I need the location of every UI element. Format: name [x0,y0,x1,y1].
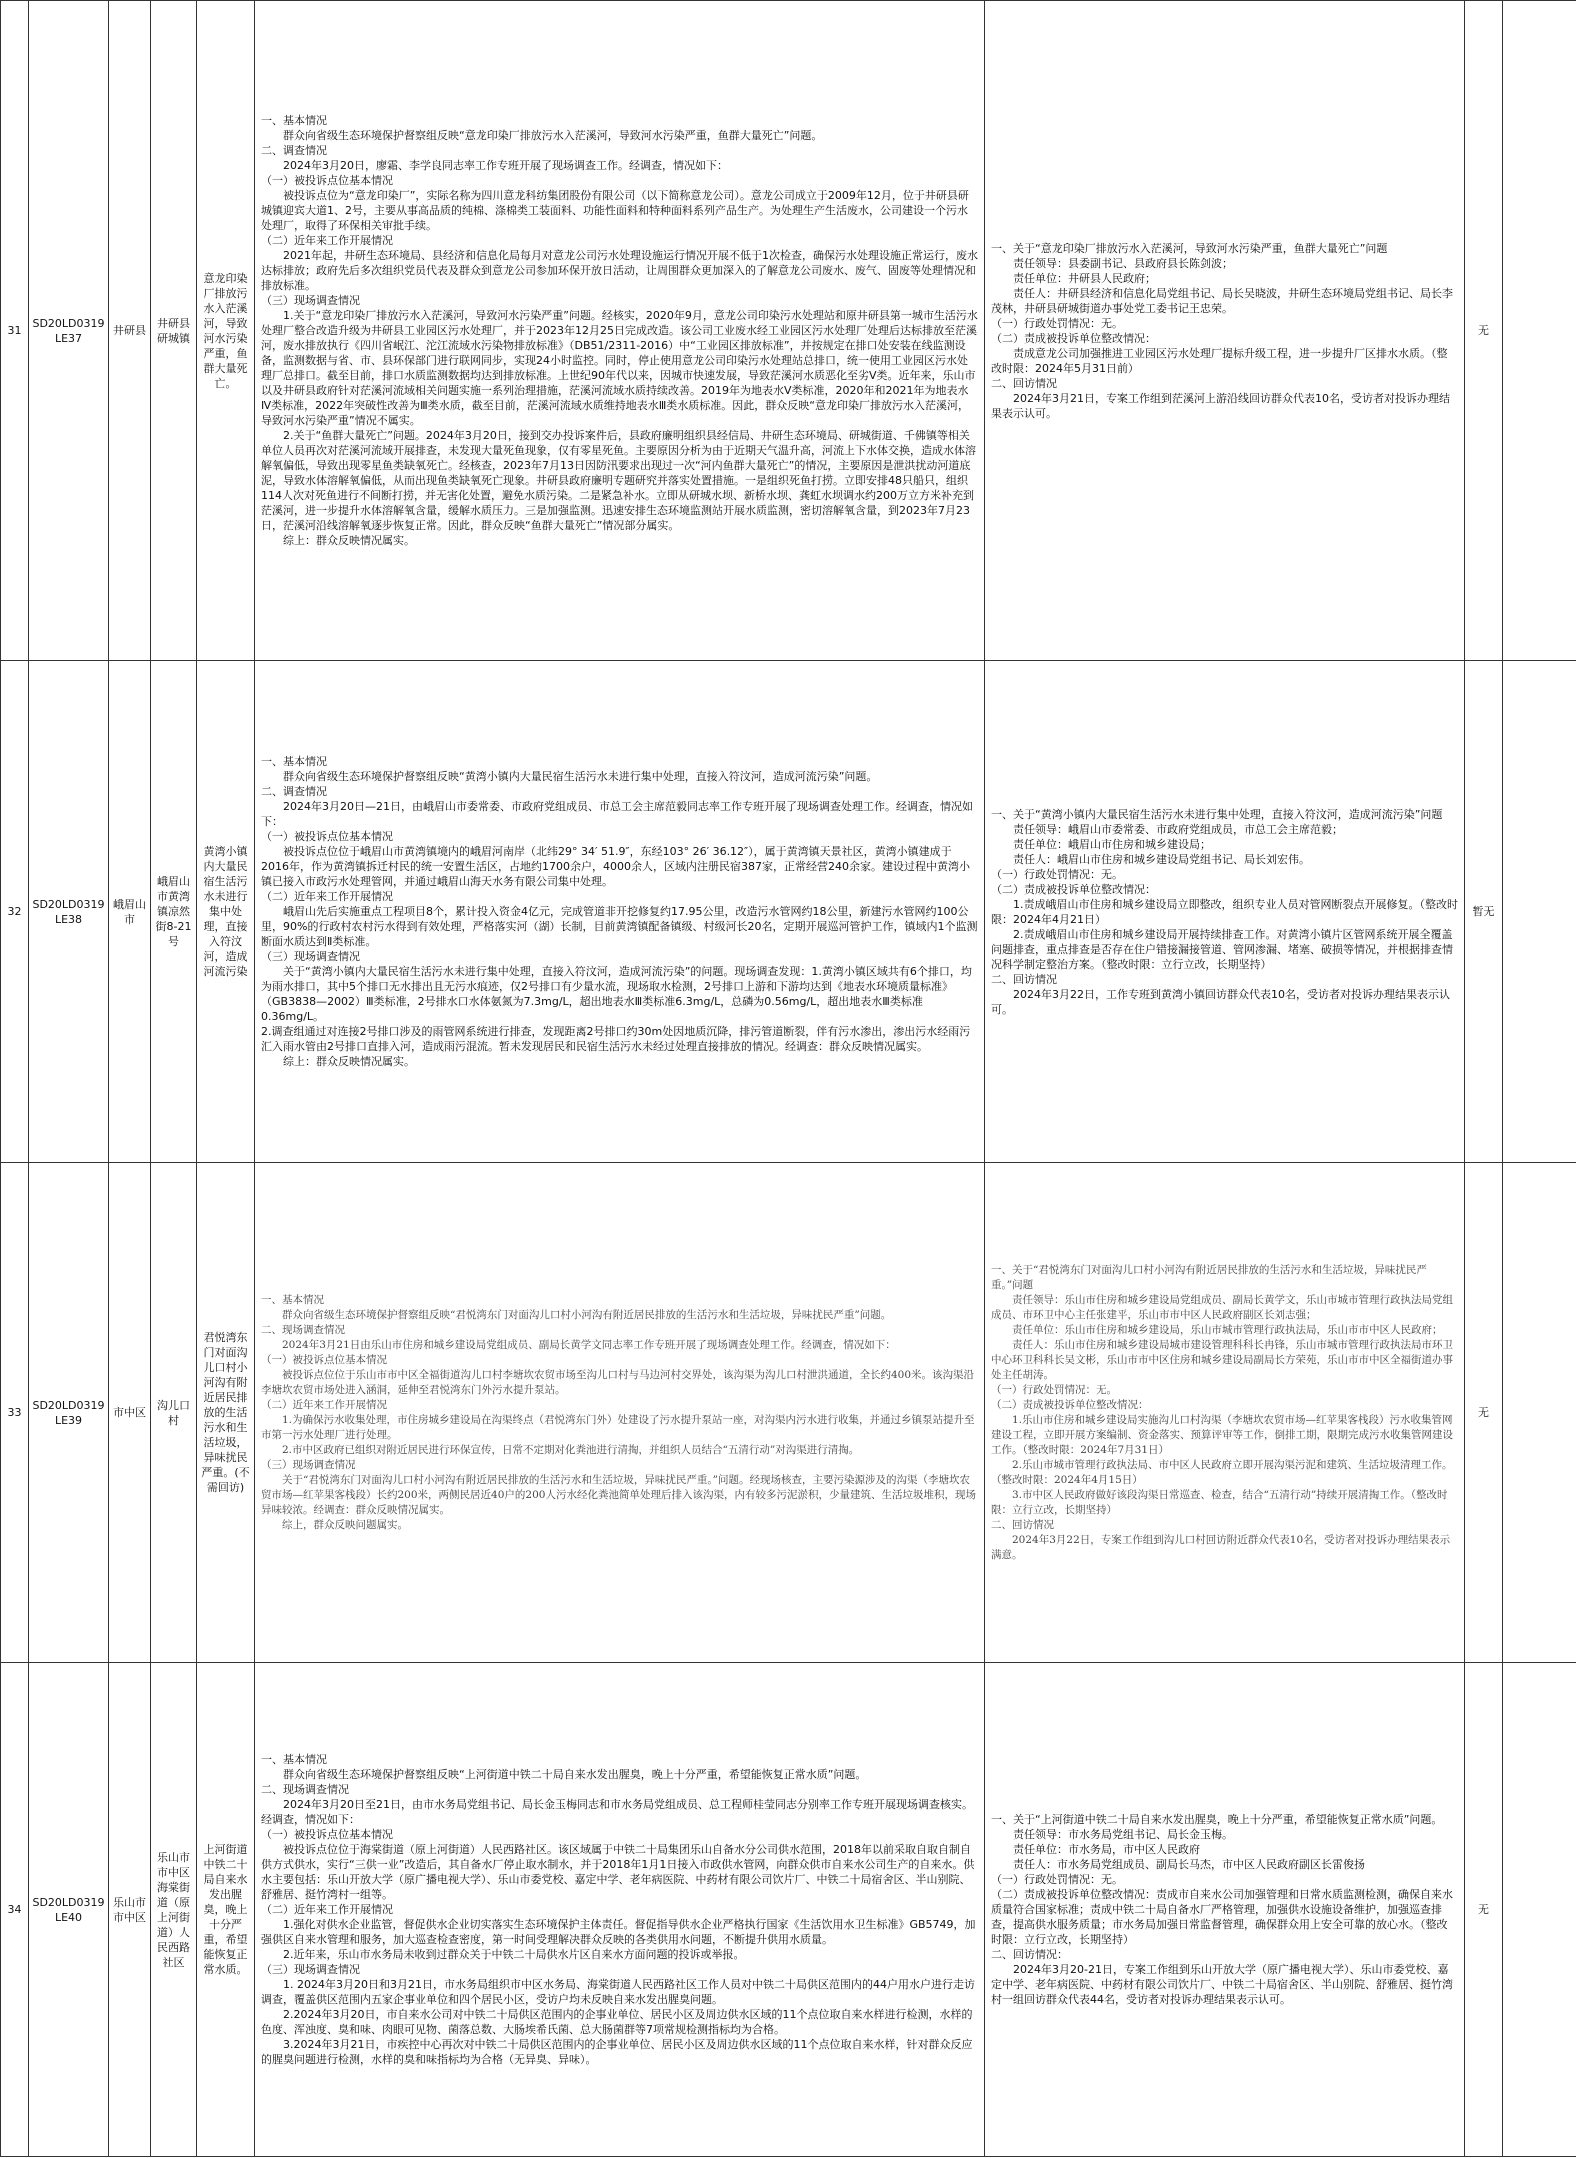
detail-paragraph: 二、调查情况 [261,785,327,798]
table-row [1,661,1576,1163]
detail-paragraph: （一）被投诉点位基本情况 [261,830,393,843]
resp-paragraph: 一、关于“上河街道中铁二十局自来水发出腥臭，晚上十分严重，希望能恢复正常水质”问题。 [991,1813,1443,1826]
case-code: SD20LD0319LE37 [29,1,109,661]
detail-paragraph: （一）被投诉点位基本情况 [261,1828,393,1841]
resp-paragraph: 责任领导：乐山市住房和城乡建设局党组成员、副局长黄学文，乐山市城市管理行政执法局党组成员、市环卫中心主任张建平，乐山市市中区人民政府副区长刘志强； [991,1293,1453,1321]
remarks-cell [1503,1663,1576,2157]
resp-paragraph: 二、回访情况 [991,1518,1054,1531]
resp-paragraph: 责任领导：峨眉山市委常委、市政府党组成员，市总工会主席范毅； [991,822,1343,836]
detail-paragraph: 关于“君悦湾东门对面沟儿口村小河沟有附近居民排放的生活污水和生活垃圾，异味扰民严重。”问题。经现场核查，主要污染源涉及的沟渠（李塘坎农贸市场—红苹果客栈段）长约200米，两侧民居近40户的200人污水经化粪池简单处理后排入该沟渠，内有较多污泥淤积，少量建筑、生活垃圾堆积，现场异味较浓。经调查：群众反映情况属实。 [261,1473,976,1516]
detail-paragraph: 2024年3月21日由乐山市住房和城乡建设局党组成员、副局长黄学文同志率工作专班开展了现场调查处理工作。经调查，情况如下： [261,1338,896,1351]
detail-paragraph: （二）近年来工作开展情况 [261,234,393,247]
detail-paragraph: 被投诉点位位于乐山市市中区全福街道沟儿口村李塘坎农贸市场至沟儿口村与马边河村交界处，该沟渠为沟儿口村泄洪通道，全长约400米。该沟渠沿李塘坎农贸市场处进入涵洞，延伸至君悦湾东门外污水提升泵站。 [261,1368,975,1396]
complaint-summary: 上河街道中铁二十局自来水发出腥臭，晚上十分严重，希望能恢复正常水质。 [197,1663,255,2157]
detail-paragraph: 1.为确保污水收集处理，市住房城乡建设局在沟渠终点（君悦湾东门外）处建设了污水提升泵站一座，对沟渠内污水进行收集，并通过乡镇泵站提升至市第一污水处理厂进行处理。 [261,1413,975,1441]
detail-paragraph: 群众向省级生态环境保护督察组反映“上河街道中铁二十局自来水发出腥臭，晚上十分严重，希望能恢复正常水质”问题。 [261,1768,867,1781]
investigation-detail [255,1163,985,1663]
resp-paragraph: 责任领导：市水务局党组书记、局长金玉梅。 [991,1828,1233,1841]
resp-paragraph: （一）行政处罚情况：无。 [991,1873,1123,1886]
detail-paragraph: 二、调查情况 [261,144,327,157]
detail-paragraph: （三）现场调查情况 [261,1458,356,1471]
resp-paragraph: 责任人：井研县经济和信息化局党组书记、局长吴晓波，井研生态环境局党组书记、局长李茂林，井研县研城街道办事处党工委书记王忠荣。 [991,286,1453,315]
resp-paragraph: 2.乐山市城市管理行政执法局、市中区人民政府立即开展沟渠污泥和建筑、生活垃圾清理工作。（整改时限：2024年4月15日） [991,1458,1453,1486]
detail-paragraph: （二）近年来工作开展情况 [261,890,393,903]
town-location: 井研县研城镇 [151,1,197,661]
detail-paragraph: 2024年3月20日—21日，由峨眉山市委常委、市政府党组成员、市总工会主席范毅同志率工作专班开展了现场调查处理工作。经调查，情况如下： [261,800,973,828]
responsibility-detail [985,1663,1465,2157]
detail-paragraph: 2.2024年3月20日，市自来水公司对中铁二十局供区范围内的企事业单位、居民小区及周边供水区域的11个点位取自来水样进行检测，水样的色度、浑浊度、臭和味、肉眼可见物、菌落总数、大肠埃希氏菌、总大肠菌群等7项常规检测指标均为合格。 [261,2008,973,2036]
city-district: 市中区 [109,1163,151,1663]
detail-paragraph: （一）被投诉点位基本情况 [261,174,393,187]
case-code: SD20LD0319LE38 [29,661,109,1163]
detail-paragraph: （三）现场调查情况 [261,1963,360,1976]
town-location: 沟儿口村 [151,1163,197,1663]
detail-paragraph: 1.强化对供水企业监管，督促供水企业切实落实生态环境保护主体责任。督促指导供水企业严格执行国家《生活饮用水卫生标准》GB5749，加强供区自来水管理和服务，加大巡查检查密度，第一时间受理解决群众反映的各类供用水问题，不断提升供用水质量。 [261,1918,976,1946]
detail-paragraph: 关于“黄湾小镇内大量民宿生活污水未进行集中处理，直接入符汶河，造成河流污染”的问题。现场调查发现：1.黄湾小镇区域共有6个排口，均为雨水排口，其中5个排口无水排出且无污水痕迹，仅2号排口有少量水流，现场取水检测，2号排口上游和下游均达到《地表水环境质量标准》（GB3838—2002）Ⅲ类标准，2号排水口水体氨氮为7.3mg/L，超出地表水Ⅲ类标准6.3mg/L，总磷为0.56mg/L，超出地表水Ⅲ类标准0.36mg/L。 [261,965,972,1023]
resp-paragraph: 二、回访情况： [991,1948,1068,1961]
detail-paragraph: 一、基本情况 [261,1753,327,1766]
remarks-cell [1503,1,1576,661]
detail-paragraph: 1.关于“意龙印染厂排放污水入茫溪河，导致河水污染严重”问题。经核实，2020年9月，意龙公司印染污水处理站和原井研县第一城市生活污水处理厂整合改造升级为井研县工业园区污水处理厂，并于2023年12月25日完成改造。该公司工业废水经工业园区污水处理厂处理后达标排放至茫溪河，废水排放执行《四川省岷江、沱江流域水污染物排放标准》（DB51/2311-2016）中“工业园区排放标准”，并按规定在排口处安装在线监测设备，监测数据与省、市、县环保部门进行联网同步，实现24小时监控。同时，停止使用意龙公司印染污水处理站总排口，统一使用工业园区污水处理厂总排口。截至目前，排口水质监测数据均达到排放标准。上世纪90年代以来，因城市快速发展，导致茫溪河水质恶化至劣Ⅴ类。近年来，乐山市以及井研县政府针对茫溪河流域相关问题实施一系列治理措施，茫溪河流域水质持续改善。2019年为地表水Ⅴ类标准，2020年和2021年为地表水Ⅳ类标准，2022年突破性改善为Ⅲ类水质，截至目前，茫溪河流域水质维持地表水Ⅲ类水质标准。因此，群众反映“意龙印染厂排放污水入茫溪河，导致河水污染严重”情况不属实。 [261,309,978,427]
detail-paragraph: 2024年3月20日至21日，由市水务局党组书记、局长金玉梅同志和市水务局党组成员、总工程师桂莹同志分别率工作专班开展现场调查核实。经调查，情况如下： [261,1798,973,1826]
detail-paragraph: 2.关于“鱼群大量死亡”问题。2024年3月20日，接到交办投诉案件后，县政府廉明组织县经信局、井研生态环境局、研城街道、千佛镇等相关单位人员再次对茫溪河流域开展排查，未发现大量死鱼现象，仅有零星死鱼。主要原因分析为由于近期天气温升高，河流上下水体交换，造成水体溶解氧偏低，导致出现零星鱼类缺氧死亡。经核查，2023年7月13日因防汛要求出现过一次“河内鱼群大量死亡”的情况，主要原因是泄洪扰动河道底泥，导致水体溶解氧偏低，从而出现鱼类缺氧死亡现象。井研县政府廉明专题研究并落实处置措施。一是组织死鱼打捞。立即安排48只船只，组织114人次对死鱼进行不间断打捞，并无害化处置，避免水质污染。二是紧急补水。立即从研城水坝、新桥水坝、龚虹水坝调水约200万立方米补充到茫溪河，进一步提升水体溶解氧含量，缓解水质压力。三是加强监测。迅速安排生态环境监测站开展水质监测，密切溶解氧含量，到2023年7月23日，茫溪河沿线溶解氧逐步恢复正常。因此，群众反映“鱼群大量死亡”情况部分属实。 [261,429,976,532]
case-code: SD20LD0319LE39 [29,1163,109,1663]
resp-paragraph: 责任人：乐山市住房和城乡建设局城市建设管理科科长冉锋，乐山市城市管理行政执法局市环卫中心环卫科科长吴文彬，乐山市市中区住房和城乡建设局副局长方荣苑，乐山市市中区全福街道办事处主任胡涛。 [991,1338,1453,1381]
resp-paragraph: 责任单位：峨眉山市住房和城乡建设局； [991,837,1211,851]
detail-paragraph: （二）近年来工作开展情况 [261,1903,393,1916]
resp-paragraph: 责成意龙公司加强推进工业园区污水处理厂提标升级工程，进一步提升厂区排水水质。（整改时限：2024年5月31日前） [991,346,1448,375]
investigation-detail [255,1,985,661]
detail-paragraph: 综上：群众反映情况属实。 [261,534,415,547]
detail-paragraph: 被投诉点位为“意龙印染厂”，实际名称为四川意龙科纺集团股份有限公司（以下简称意龙公司）。意龙公司成立于2009年12月，位于井研县研城镇迎宾大道1、2号，主要从事高品质的纯棉、涤棉类工装面料、功能性面料和特种面料系列产品生产。为处理生产生活废水，公司建设一个污水处理厂，取得了环保相关审批手续。 [261,189,969,232]
resp-paragraph: （二）责成被投诉单位整改情况：责成市自来水公司加强管理和日常水质监测检测，确保自来水质量符合国家标准；责成中铁二十局自备水厂严格管理，加强供水设施设备维护，加强巡查排查，提高供水服务质量；市水务局加强日常监督管理，确保群众用上安全可靠的放心水。（整改时限：立行立改，长期坚持） [991,1888,1453,1946]
detail-paragraph: 2.调查组通过对连接2号排口涉及的雨管网系统进行排查，发现距离2号排口约30m处因地质沉降，排污管道断裂，伴有污水渗出，渗出污水经雨污汇入雨水管由2号排口直排入河，造成雨污混流。暂未发现居民和民宿生活污水未经过处理直接排放的情况。经调查：群众反映情况属实。 [261,1025,971,1053]
detail-paragraph: 综上：群众反映情况属实。 [261,1055,415,1068]
resp-paragraph: 责任人：市水务局党组成员、副局长马杰，市中区人民政府副区长雷俊扬 [991,1858,1365,1871]
detail-paragraph: （三）现场调查情况 [261,294,360,307]
resp-paragraph: 二、回访情况 [991,376,1057,390]
accountability-flag: 暂无 [1465,661,1503,1163]
resp-paragraph: 2.责成峨眉山市住房和城乡建设局开展持续排查工作。对黄湾小镇片区管网系统开展全覆盖问题排查，重点排查是否存在住户错接漏接管道、管网渗漏、堵塞、破损等情况，并根据排查情况科学制定整治方案。（整改时限：立行立改，长期坚持） [991,927,1453,971]
detail-paragraph: （二）近年来工作开展情况 [261,1398,387,1411]
detail-paragraph: 2.市中区政府已组织对附近居民进行环保宣传，日常不定期对化粪池进行清掏，并组织人员结合“五清行动”对沟渠进行清掏。 [261,1443,860,1456]
row-number: 31 [1,1,29,661]
remarks-cell [1503,661,1576,1163]
resp-paragraph: 2024年3月22日，专案工作组到沟儿口村回访附近群众代表10名，受访者对投诉办理结果表示满意。 [991,1533,1451,1561]
resp-paragraph: 二、回访情况 [991,972,1057,986]
detail-paragraph: 被投诉点位位于海棠街道（原上河街道）人民西路社区。该区域属于中铁二十局集团乐山自备水分公司供水范围，2018年以前采取自取自制自供方式供水，实行“三供一业”改造后，其自备水厂停止取水制水，并于2018年1月1日接入市政供水管网，向群众供市自来水公司生产的自来水。供水主要包括：乐山开放大学（原广播电视大学）、乐山市委党校、嘉定中学、老年病医院、中药材有限公司饮片厂、中铁二十局宿舍区、半山别院、舒雅居、挺竹湾村一组等。 [261,1843,975,1901]
resp-paragraph: 责任单位：井研县人民政府； [991,271,1156,285]
investigation-detail [255,1663,985,2157]
resp-paragraph: （二）责成被投诉单位整改情况： [991,882,1156,896]
detail-paragraph: 2024年3月20日，廖霜、李学良同志率工作专班开展了现场调查工作。经调查，情况如下： [261,159,728,172]
detail-paragraph: 二、现场调查情况 [261,1323,345,1336]
table-row [1,1663,1576,2157]
detail-paragraph: 2021年起，井研生态环境局、县经济和信息化局每月对意龙公司污水处理设施运行情况开展不低于1次检查，确保污水处理设施正常运行，废水达标排放；政府先后多次组织党员代表及群众到意龙公司参加环保开放日活动，让周围群众更加深入的了解意龙公司废水、废气、固废等处理情况和排放标准。 [261,249,978,292]
resp-paragraph: 责任单位：乐山市住房和城乡建设局，乐山市城市管理行政执法局，乐山市市中区人民政府； [991,1323,1443,1336]
resp-paragraph: （二）责成被投诉单位整改情况： [991,331,1156,345]
row-number: 34 [1,1663,29,2157]
resp-paragraph: 1.责成峨眉山市住房和城乡建设局立即整改，组织专业人员对管网断裂点开展修复。（整改时限：2024年4月21日） [991,897,1458,926]
city-district: 峨眉山市 [109,661,151,1163]
complaint-summary: 君悦湾东门对面沟儿口村小河沟有附近居民排放的生活污水和生活垃圾，异味扰民严重。(不需回访) [197,1163,255,1663]
detail-paragraph: 被投诉点位位于峨眉山市黄湾镇境内的峨眉河南岸（北纬29° 34′ 51.9″，东经103° 26′ 36.12″），属于黄湾镇天景社区，黄湾小镇建成于2016年，作为黄湾镇拆迁村民的统一安置生活区，占地约1700余户，4000余人，区域内注册民宿387家，正常经营240余家。建设过程中黄湾小镇已接入市政污水处理管网，并通过峨眉山海天水务有限公司集中处理。 [261,845,970,888]
resp-paragraph: 1.乐山市住房和城乡建设局实施沟儿口村沟渠（李塘坎农贸市场—红苹果客栈段）污水收集管网建设工程，立即开展方案编制、资金落实、预算评审等工作，倒排工期，限期完成污水收集管网建设工作。（整改时限：2024年7月31日） [991,1413,1453,1456]
responsibility-detail [985,1163,1465,1663]
detail-paragraph: 一、基本情况 [261,114,327,127]
detail-paragraph: 群众向省级生态环境保护督察组反映“意龙印染厂排放污水入茫溪河，导致河水污染严重，鱼群大量死亡”问题。 [261,129,823,142]
resp-paragraph: 2024年3月22日，工作专班到黄湾小镇回访群众代表10名，受访者对投诉办理结果表示认可。 [991,987,1450,1016]
resp-paragraph: 一、关于“君悦湾东门对面沟儿口村小河沟有附近居民排放的生活污水和生活垃圾，异味扰民严重。”问题 [991,1263,1427,1291]
resp-paragraph: 2024年3月21日，专案工作组到茫溪河上游沿线回访群众代表10名，受访者对投诉办理结果表示认可。 [991,391,1450,420]
detail-paragraph: 3.2024年3月21日，市疾控中心再次对中铁二十局供区范围内的企事业单位、居民小区及周边供水区域的11个点位取自来水样，针对群众反应的腥臭问题进行检测，水样的臭和味指标均为合格（无异臭、异味）。 [261,2038,973,2066]
town-location: 峨眉山市黄湾镇凉然街8-21号 [151,661,197,1163]
detail-paragraph: 二、现场调查情况 [261,1783,349,1796]
accountability-flag: 无 [1465,1663,1503,2157]
resp-paragraph: （二）责成被投诉单位整改情况： [991,1398,1149,1411]
city-district: 乐山市市中区 [109,1663,151,2157]
detail-paragraph: 一、基本情况 [261,1293,324,1306]
detail-paragraph: 1. 2024年3月20日和3月21日，市水务局组织市中区水务局、海棠街道人民西路社区工作人员对中铁二十局供区范围内的44户用水户进行走访调查，覆盖供区范围内五家企事业单位和四个居民小区，受访户均未反映自来水发出腥臭问题。 [261,1978,975,2006]
resp-paragraph: （一）行政处罚情况：无。 [991,316,1123,330]
town-location: 乐山市市中区海棠街道（原上河街道）人民西路社区 [151,1663,197,2157]
detail-paragraph: 综上，群众反映问题属实。 [261,1518,408,1531]
table-row [1,1,1576,661]
resp-paragraph: 责任人：峨眉山市住房和城乡建设局党组书记、局长刘宏伟。 [991,852,1310,866]
resp-paragraph: 一、关于“意龙印染厂排放污水入茫溪河，导致河水污染严重，鱼群大量死亡”问题 [991,241,1388,255]
detail-paragraph: 峨眉山先后实施重点工程项目8个，累计投入资金4亿元，完成管道非开挖修复约17.95公里，改造污水管网约18公里，新建污水管网约100公里，90%的行政村农村污水得到有效处理，严格落实河（湖）长制，目前黄湾镇配备镇级、村级河长20名，定期开展巡河管护工作，镇域内1个监测断面水质达到Ⅱ类标准。 [261,905,978,948]
resp-paragraph: （一）行政处罚情况：无。 [991,867,1123,881]
complaint-summary: 黄湾小镇内大量民宿生活污水未进行集中处理，直接入符汶河，造成河流污染 [197,661,255,1163]
responsibility-detail [985,1,1465,661]
detail-paragraph: 群众向省级生态环境保护督察组反映“君悦湾东门对面沟儿口村小河沟有附近居民排放的生活污水和生活垃圾，异味扰民严重”问题。 [261,1308,892,1321]
resp-paragraph: 3.市中区人民政府做好该段沟渠日常巡查、检查，结合“五清行动”持续开展清掏工作。（整改时限：立行立改，长期坚持） [991,1488,1448,1516]
investigation-detail [255,661,985,1163]
responsibility-detail [985,661,1465,1163]
case-code: SD20LD0319LE40 [29,1663,109,2157]
detail-paragraph: （三）现场调查情况 [261,950,360,963]
detail-paragraph: （一）被投诉点位基本情况 [261,1353,387,1366]
city-district: 井研县 [109,1,151,661]
accountability-flag: 无 [1465,1163,1503,1663]
resp-paragraph: 责任领导：县委副书记、县政府县长陈剑波； [991,256,1233,270]
resp-paragraph: 一、关于“黄湾小镇内大量民宿生活污水未进行集中处理，直接入符汶河，造成河流污染”问题 [991,807,1443,821]
resp-paragraph: 2024年3月20-21日，专案工作组到乐山开放大学（原广播电视大学）、乐山市委党校、嘉定中学、老年病医院、中药材有限公司饮片厂、中铁二十局宿舍区、半山别院、舒雅居、挺竹湾村一组回访群众代表44名，受访者对投诉办理结果表示认可。 [991,1963,1453,2006]
detail-paragraph: 一、基本情况 [261,755,327,768]
accountability-flag: 无 [1465,1,1503,661]
row-number: 33 [1,1163,29,1663]
resp-paragraph: （一）行政处罚情况：无。 [991,1383,1117,1396]
detail-paragraph: 群众向省级生态环境保护督察组反映“黄湾小镇内大量民宿生活污水未进行集中处理，直接入符汶河，造成河流污染”问题。 [261,770,878,783]
table-row [1,1163,1576,1663]
complaint-summary: 意龙印染厂排放污水入茫溪河，导致河水污染严重，鱼群大量死亡。 [197,1,255,661]
detail-paragraph: 2.近年来，乐山市水务局未收到过群众关于中铁二十局供水片区自来水方面问题的投诉或举报。 [261,1948,745,1961]
resp-paragraph: 责任单位：市水务局，市中区人民政府 [991,1843,1200,1856]
row-number: 32 [1,661,29,1163]
remarks-cell [1503,1163,1576,1663]
